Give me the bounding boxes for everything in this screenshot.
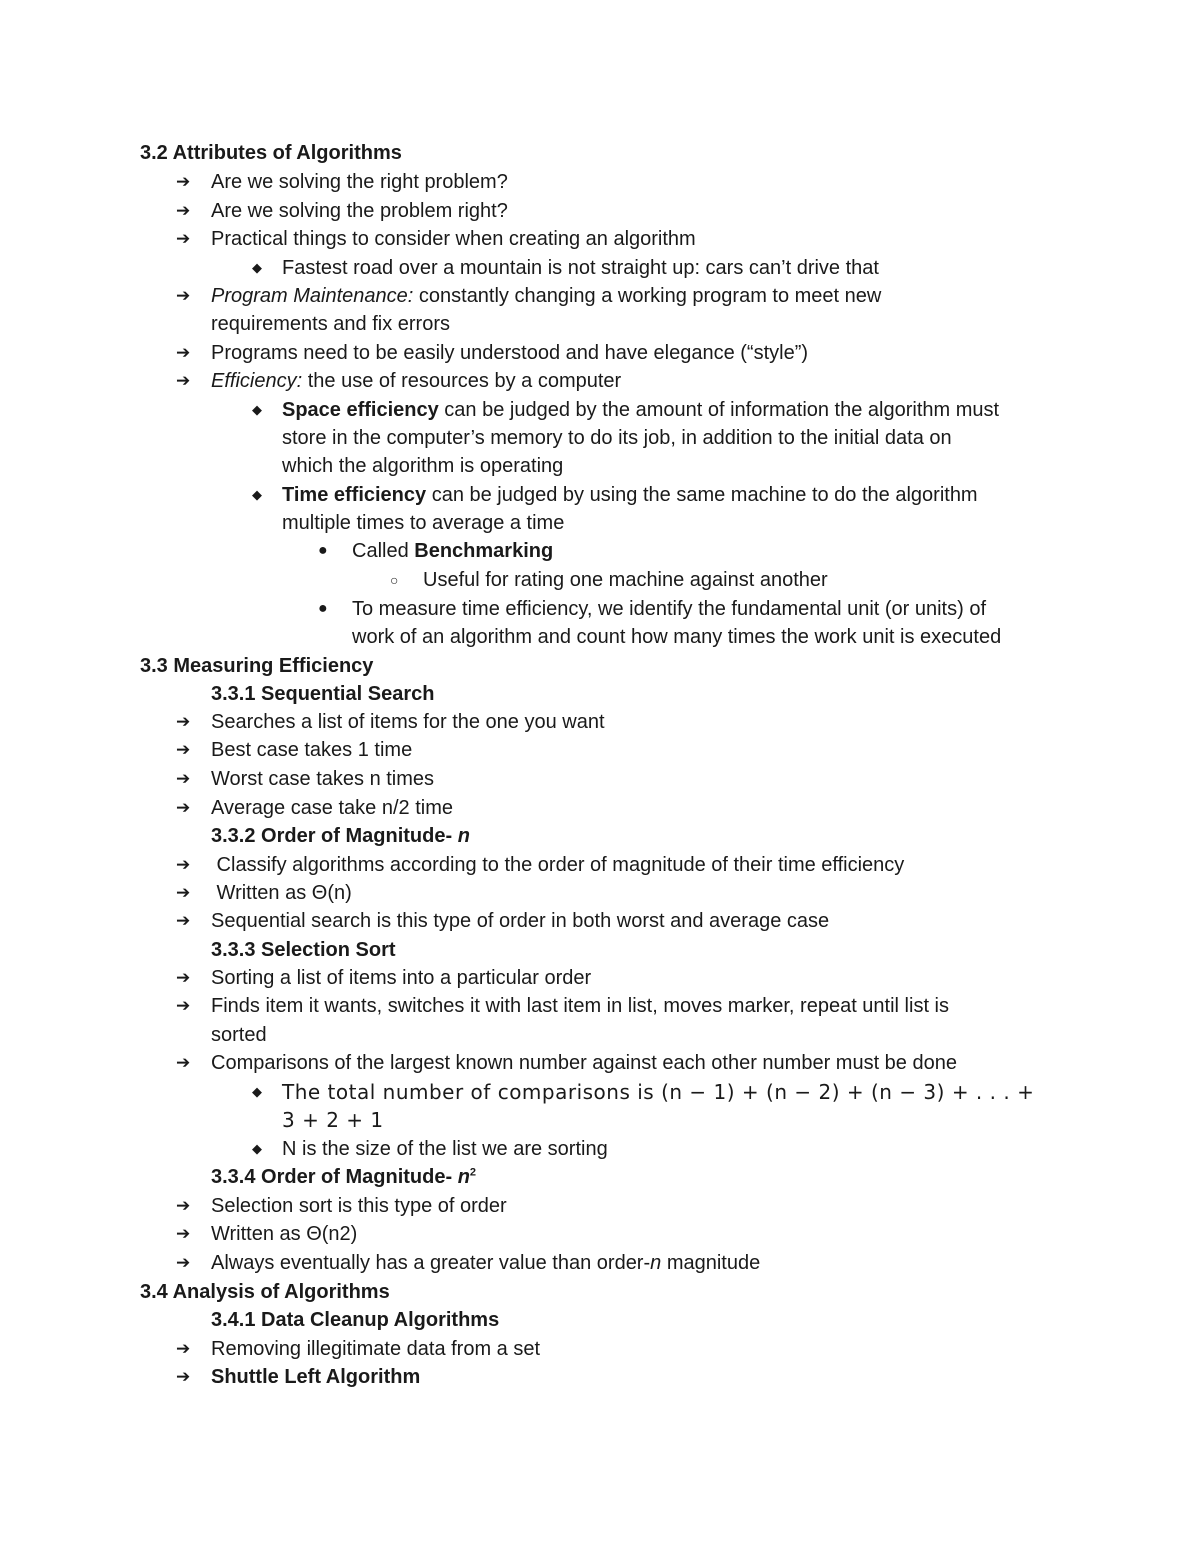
list-item: Are we solving the right problem? <box>211 171 508 193</box>
arrow-bullet-icon: ➔ <box>176 229 191 248</box>
subsection-heading <box>211 823 470 849</box>
heading-variable: n <box>457 1166 470 1188</box>
subsection-heading <box>211 1164 476 1190</box>
heading-exponent: 2 <box>469 1166 477 1179</box>
list-item: Finds item it wants, switches it with last item in list, moves marker, repeat until list is <box>211 995 949 1017</box>
term: Time efficiency <box>282 484 427 506</box>
list-item: Sequential search is this type of order in both worst and average case <box>211 910 830 932</box>
list-item: The total number of comparisons is (n − 1) + (n − 2) + (n − 3) + . . . + <box>282 1080 1035 1104</box>
list-item: Practical things to consider when creating an algorithm <box>211 228 696 250</box>
text: can be judged by the amount of information the algorithm must <box>438 399 1000 421</box>
text: Always eventually has a greater value than order- <box>211 1252 651 1274</box>
list-item: Written as Θ(n2) <box>211 1223 358 1245</box>
text: Called <box>352 540 415 562</box>
diamond-bullet-icon: ◆ <box>252 260 262 275</box>
list-item: To measure time efficiency, we identify the fundamental unit (or units) of <box>352 598 987 620</box>
subsection-heading: 3.3.3 Selection Sort <box>211 939 396 961</box>
term: Space efficiency <box>282 399 439 421</box>
term: Program Maintenance: <box>211 285 414 307</box>
list-item: Sorting a list of items into a particular order <box>211 967 592 989</box>
list-item-continuation: multiple times to average a time <box>282 512 565 534</box>
list-item: Comparisons of the largest known number against each other number must be done <box>211 1052 957 1074</box>
list-item-continuation: work of an algorithm and count how many times the work unit is executed <box>352 626 1002 648</box>
arrow-bullet-icon: ➔ <box>176 968 191 987</box>
list-item: Best case takes 1 time <box>211 739 413 761</box>
text: can be judged by using the same machine to do the algorithm <box>426 484 978 506</box>
circle-bullet-icon: ○ <box>390 572 399 588</box>
list-item: N is the size of the list we are sorting <box>282 1138 608 1160</box>
arrow-bullet-icon: ➔ <box>176 1053 191 1072</box>
diamond-bullet-icon: ◆ <box>252 1084 262 1099</box>
diamond-bullet-icon: ◆ <box>252 1141 262 1156</box>
list-item: Written as Θ(n) <box>211 882 352 904</box>
list-item: Useful for rating one machine against another <box>423 569 828 591</box>
diamond-bullet-icon: ◆ <box>252 487 262 502</box>
arrow-bullet-icon: ➔ <box>176 1253 191 1272</box>
list-item <box>211 368 621 394</box>
arrow-bullet-icon: ➔ <box>176 996 191 1015</box>
list-item: Fastest road over a mountain is not straight up: cars can’t drive that <box>282 257 879 279</box>
list-item-continuation: 3 + 2 + 1 <box>282 1108 384 1132</box>
arrow-bullet-icon: ➔ <box>176 172 191 191</box>
heading-variable: n <box>457 825 470 847</box>
term: Benchmarking <box>414 540 554 562</box>
list-item: Worst case takes n times <box>211 768 435 790</box>
arrow-bullet-icon: ➔ <box>176 911 191 930</box>
subsection-heading: 3.3.1 Sequential Search <box>211 683 435 705</box>
section-heading: 3.2 Attributes of Algorithms <box>140 142 402 164</box>
arrow-bullet-icon: ➔ <box>176 712 191 731</box>
section-heading: 3.3 Measuring Efficiency <box>140 655 374 677</box>
arrow-bullet-icon: ➔ <box>176 201 191 220</box>
arrow-bullet-icon: ➔ <box>176 1196 191 1215</box>
list-item <box>211 283 881 309</box>
arrow-bullet-icon: ➔ <box>176 769 191 788</box>
list-item: Classify algorithms according to the order of magnitude of their time efficiency <box>211 854 905 876</box>
list-item: Average case take n/2 time <box>211 797 453 819</box>
list-item: Programs need to be easily understood and have elegance (“style”) <box>211 342 809 364</box>
arrow-bullet-icon: ➔ <box>176 798 191 817</box>
subsection-heading: 3.4.1 Data Cleanup Algorithms <box>211 1309 500 1331</box>
heading-text: 3.3.4 Order of Magnitude- <box>211 1166 458 1188</box>
arrow-bullet-icon: ➔ <box>176 1367 191 1386</box>
list-item <box>352 538 553 564</box>
list-item: Removing illegitimate data from a set <box>211 1338 541 1360</box>
arrow-bullet-icon: ➔ <box>176 855 191 874</box>
list-item <box>282 397 999 423</box>
list-item <box>282 482 978 508</box>
diamond-bullet-icon: ◆ <box>252 402 262 417</box>
list-item-continuation: store in the computer’s memory to do its job, in addition to the initial data on <box>282 427 952 449</box>
dot-bullet-icon: ● <box>318 542 328 559</box>
arrow-bullet-icon: ➔ <box>176 740 191 759</box>
list-item: Selection sort is this type of order <box>211 1195 507 1217</box>
arrow-bullet-icon: ➔ <box>176 286 191 305</box>
term: Efficiency: <box>211 370 303 392</box>
heading-text: 3.3.2 Order of Magnitude- <box>211 825 458 847</box>
text: magnitude <box>661 1252 761 1274</box>
text: the use of resources by a computer <box>302 370 622 392</box>
arrow-bullet-icon: ➔ <box>176 1224 191 1243</box>
list-item-continuation: sorted <box>211 1024 267 1046</box>
arrow-bullet-icon: ➔ <box>176 371 191 390</box>
arrow-bullet-icon: ➔ <box>176 1339 191 1358</box>
dot-bullet-icon: ● <box>318 600 328 617</box>
text: constantly changing a working program to meet new <box>413 285 882 307</box>
list-item <box>211 1250 760 1276</box>
arrow-bullet-icon: ➔ <box>176 343 191 362</box>
list-item-continuation: which the algorithm is operating <box>282 455 564 477</box>
variable: n <box>650 1252 662 1274</box>
list-item-continuation: requirements and fix errors <box>211 313 450 335</box>
list-item: Searches a list of items for the one you want <box>211 711 605 733</box>
section-heading: 3.4 Analysis of Algorithms <box>140 1281 390 1303</box>
list-item: Are we solving the problem right? <box>211 200 508 222</box>
arrow-bullet-icon: ➔ <box>176 883 191 902</box>
list-item: Shuttle Left Algorithm <box>211 1366 421 1388</box>
